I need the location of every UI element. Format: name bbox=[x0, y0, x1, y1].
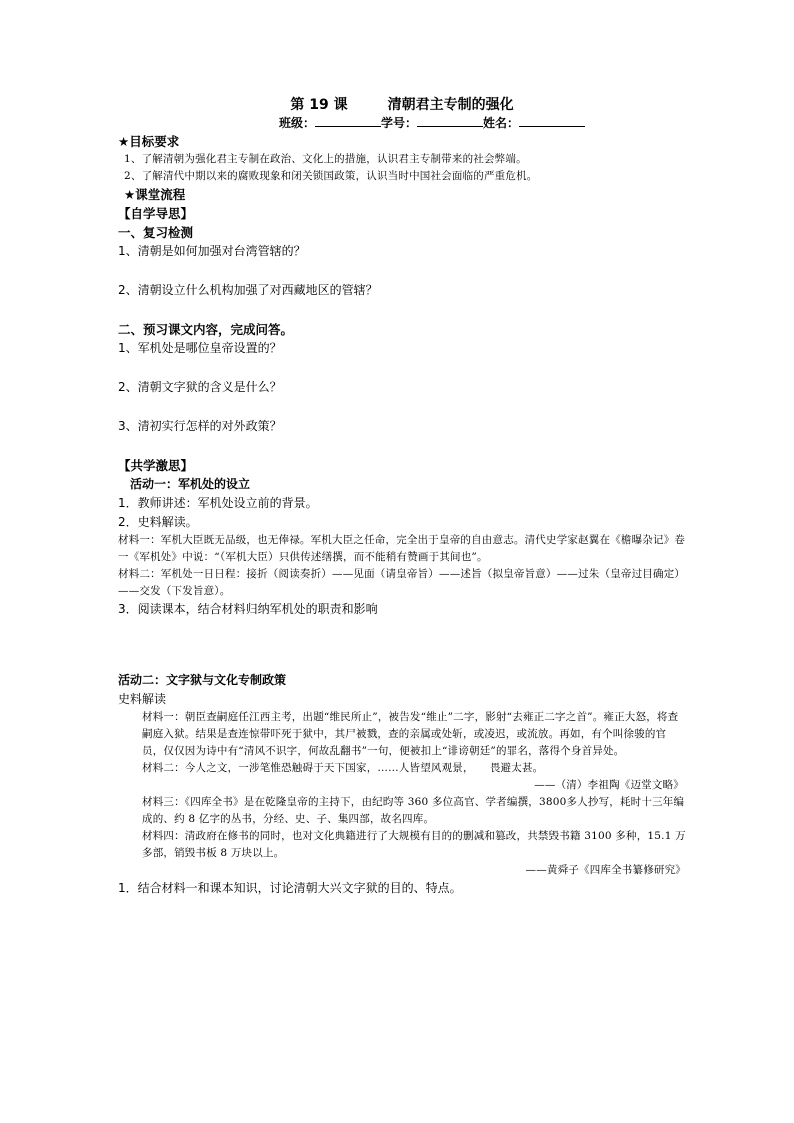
material-source: ——（清）李祖陶《迈堂文略》 bbox=[534, 779, 684, 791]
id-blank[interactable] bbox=[417, 114, 483, 127]
activity1-step: 3．阅读课本，结合材料归纳军机处的职责和影响 bbox=[118, 602, 378, 616]
lesson-title bbox=[118, 96, 686, 114]
name-blank[interactable] bbox=[519, 114, 585, 127]
activity1-step: 1．教师讲述：军机处设立前的背景。 bbox=[118, 496, 318, 510]
goals-heading: ★目标要求 bbox=[118, 134, 180, 149]
activity2-material: 材料二：今人之文，一涉笔惟恐触碍于天下国家，……人皆望风观景， 畏避太甚。 bbox=[142, 762, 544, 774]
id-label: 学号： bbox=[380, 116, 417, 130]
preview-question: 3、清初实行怎样的对外政策？ bbox=[118, 419, 282, 433]
review-question: 2、清朝设立什么机构加强了对西藏地区的管辖？ bbox=[118, 283, 378, 297]
activity2-material: 材料一：朝臣查嗣庭任江西主考，出题“维民所止”，被告发“维止”二字，影射“去雍正二字之首”。雍正大怒，将查嗣庭入狱。结果是查连惊带吓死于狱中，其尸被戮，查的亲属或处斩，或凌迟，或流放。再如，有个叫徐骏的官员，仅仅因为诗中有“清风不识字，何故乱翻书”一句，便被扣上“诽谤朝廷”的罪名，落得个身首异处。 bbox=[142, 711, 679, 757]
activity1-title: 活动一：军机处的设立 bbox=[130, 477, 251, 491]
goal-item: 2、了解清代中期以来的腐败现象和闭关锁国政策，认识当时中国社会面临的严重危机。 bbox=[124, 170, 538, 182]
activity2-title: 活动二：文字狱与文化专制政策 bbox=[118, 673, 287, 687]
name-label: 姓名： bbox=[483, 116, 520, 130]
class-blank[interactable] bbox=[315, 114, 381, 127]
lesson-name: 清朝君主专制的强化 bbox=[387, 97, 514, 113]
material-source: ——黄舜子《四库全书纂修研究》 bbox=[525, 864, 686, 876]
goal-item: 1、了解清朝为强化君主专制在政治、文化上的措施，认识君主专制带来的社会弊端。 bbox=[124, 153, 527, 165]
activity1-material: 材料二：军机处一日日程：接折（阅读奏折）——见面（请皇帝旨）——述旨（拟皇帝旨意）——过朱（皇帝过目确定）——交发（下发旨意）。 bbox=[118, 568, 686, 597]
activity2-subtitle: 史料解读 bbox=[118, 692, 167, 706]
cooperative-heading: 【共学激思】 bbox=[118, 458, 194, 473]
lesson-number: 第 19 课 bbox=[290, 97, 348, 113]
preview-heading: 二、预习课文内容，完成问答。 bbox=[118, 322, 294, 337]
activity2-material: 材料四：清政府在修书的同时，也对文化典籍进行了大规模有目的的删减和篡改，共禁毁书籍 3100 多种，15.1 万多部，销毁书板 8 万块以上。 bbox=[142, 830, 686, 859]
class-label: 班级： bbox=[278, 116, 315, 130]
worksheet-page bbox=[118, 96, 686, 898]
activity2-material: 材料三：《四库全书》是在乾隆皇帝的主持下，由纪昀等 360 多位高官、学者编撰，3800多人抄写，耗时十三年编成的、约 8 亿字的丛书，分经、史、子、集四部，故名四库。 bbox=[142, 796, 685, 825]
review-heading: 一、复习检测 bbox=[118, 225, 194, 240]
activity1-step: 2．史料解读。 bbox=[118, 515, 198, 529]
flow-heading: ★课堂流程 bbox=[124, 187, 186, 202]
activity1-material: 材料一：军机大臣既无品级，也无俸禄。军机大臣之任命，完全出于皇帝的自由意志。清代史学家赵翼在《檐曝杂记》卷一《军机处》中说：“（军机大臣）只供传述缮撰，而不能稍有赞画于其间也”。 bbox=[118, 534, 686, 563]
student-info bbox=[178, 114, 686, 132]
review-question: 1、清朝是如何加强对台湾管辖的？ bbox=[118, 244, 306, 258]
self-study-heading: 【自学导思】 bbox=[118, 206, 194, 221]
preview-question: 1、军机处是哪位皇帝设置的？ bbox=[118, 341, 282, 355]
preview-question: 2、清朝文字狱的含义是什么？ bbox=[118, 380, 282, 394]
activity2-question: 1．结合材料一和课本知识，讨论清朝大兴文字狱的目的、特点。 bbox=[118, 881, 462, 895]
